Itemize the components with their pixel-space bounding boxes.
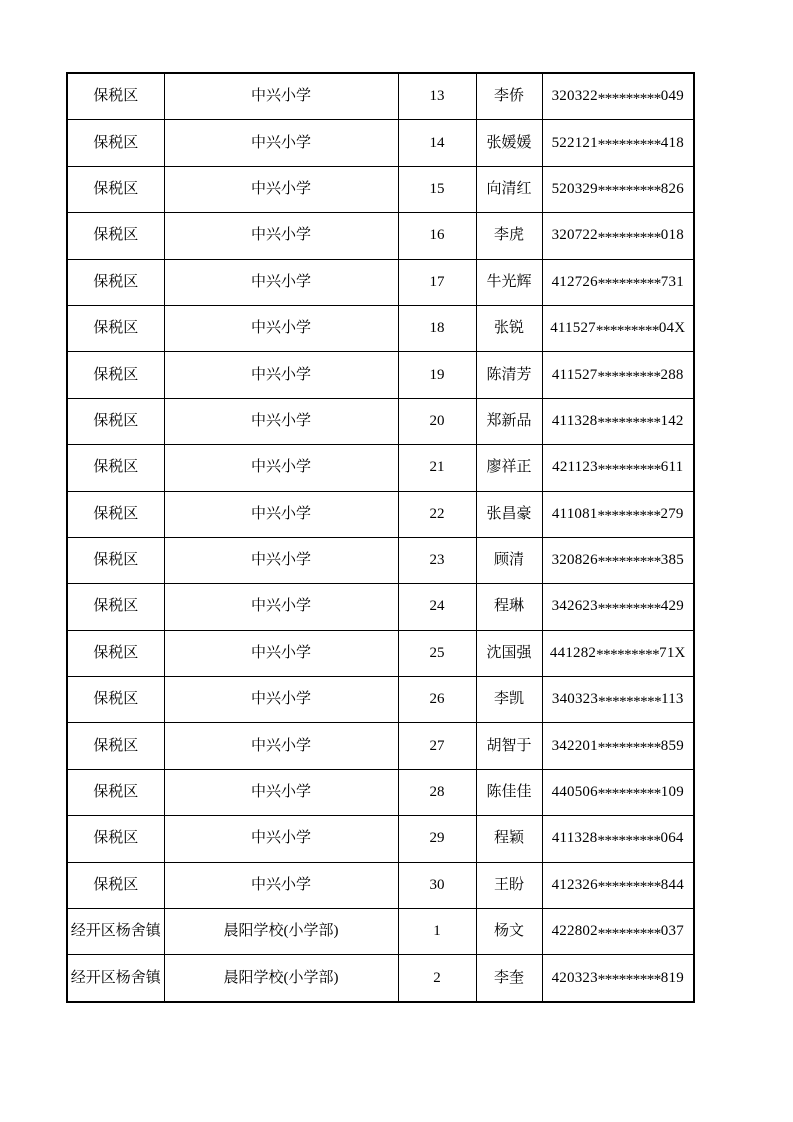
district-cell: 保税区	[67, 352, 164, 398]
district-cell: 保税区	[67, 677, 164, 723]
id-cell: 412326*********844	[542, 862, 694, 908]
school-cell: 中兴小学	[164, 73, 398, 120]
name-cell: 陈清芳	[476, 352, 542, 398]
number-cell: 27	[398, 723, 476, 769]
district-cell: 保税区	[67, 166, 164, 212]
district-cell: 保税区	[67, 213, 164, 259]
id-cell: 440506*********109	[542, 769, 694, 815]
name-cell: 张媛媛	[476, 120, 542, 166]
masked-digits: *********	[597, 183, 661, 200]
id-cell: 441282*********71X	[542, 630, 694, 676]
school-cell: 中兴小学	[164, 723, 398, 769]
school-cell: 中兴小学	[164, 305, 398, 351]
table-row	[67, 120, 694, 166]
district-cell: 保税区	[67, 816, 164, 862]
district-cell: 保税区	[67, 120, 164, 166]
masked-digits: *********	[597, 368, 661, 385]
masked-digits: *********	[596, 647, 660, 664]
school-cell: 中兴小学	[164, 584, 398, 630]
district-cell: 保税区	[67, 73, 164, 120]
id-cell: 520329*********826	[542, 166, 694, 212]
number-cell: 19	[398, 352, 476, 398]
id-cell: 420323*********819	[542, 955, 694, 1002]
name-cell: 程颖	[476, 816, 542, 862]
id-cell: 411328*********142	[542, 398, 694, 444]
number-cell: 2	[398, 955, 476, 1002]
school-cell: 中兴小学	[164, 259, 398, 305]
name-cell: 郑新品	[476, 398, 542, 444]
id-cell: 522121*********418	[542, 120, 694, 166]
district-cell: 保税区	[67, 537, 164, 583]
masked-digits: *********	[597, 879, 661, 896]
table-row	[67, 769, 694, 815]
school-cell: 中兴小学	[164, 769, 398, 815]
district-cell: 保税区	[67, 630, 164, 676]
id-cell: 421123*********611	[542, 445, 694, 491]
roster-table	[66, 72, 695, 1003]
name-cell: 胡智于	[476, 723, 542, 769]
district-cell: 保税区	[67, 491, 164, 537]
table-row	[67, 166, 694, 212]
number-cell: 17	[398, 259, 476, 305]
name-cell: 沈国强	[476, 630, 542, 676]
id-cell: 411328*********064	[542, 816, 694, 862]
table-row	[67, 259, 694, 305]
school-cell: 中兴小学	[164, 630, 398, 676]
number-cell: 29	[398, 816, 476, 862]
table-row	[67, 909, 694, 955]
roster-table-body	[67, 73, 694, 1002]
district-cell: 经开区杨舍镇	[67, 955, 164, 1002]
id-cell: 411527*********288	[542, 352, 694, 398]
name-cell: 顾清	[476, 537, 542, 583]
table-row	[67, 862, 694, 908]
number-cell: 18	[398, 305, 476, 351]
masked-digits: *********	[597, 90, 661, 107]
masked-digits: *********	[597, 925, 661, 942]
district-cell: 保税区	[67, 259, 164, 305]
id-cell: 320722*********018	[542, 213, 694, 259]
name-cell: 向清红	[476, 166, 542, 212]
masked-digits: *********	[597, 554, 661, 571]
table-row	[67, 630, 694, 676]
school-cell: 中兴小学	[164, 213, 398, 259]
number-cell: 20	[398, 398, 476, 444]
number-cell: 21	[398, 445, 476, 491]
table-row	[67, 398, 694, 444]
school-cell: 中兴小学	[164, 445, 398, 491]
table-row	[67, 491, 694, 537]
masked-digits: *********	[597, 415, 661, 432]
id-cell: 320826*********385	[542, 537, 694, 583]
district-cell: 经开区杨舍镇	[67, 909, 164, 955]
name-cell: 张昌豪	[476, 491, 542, 537]
table-row	[67, 352, 694, 398]
school-cell: 晨阳学校(小学部)	[164, 955, 398, 1002]
id-cell: 342623*********429	[542, 584, 694, 630]
table-row	[67, 213, 694, 259]
name-cell: 李侨	[476, 73, 542, 120]
district-cell: 保税区	[67, 584, 164, 630]
table-row	[67, 73, 694, 120]
number-cell: 13	[398, 73, 476, 120]
masked-digits: *********	[598, 693, 662, 710]
district-cell: 保税区	[67, 862, 164, 908]
school-cell: 中兴小学	[164, 537, 398, 583]
school-cell: 中兴小学	[164, 352, 398, 398]
number-cell: 24	[398, 584, 476, 630]
id-cell: 411081*********279	[542, 491, 694, 537]
name-cell: 李凯	[476, 677, 542, 723]
number-cell: 26	[398, 677, 476, 723]
name-cell: 李虎	[476, 213, 542, 259]
masked-digits: *********	[597, 972, 661, 988]
number-cell: 25	[398, 630, 476, 676]
school-cell: 晨阳学校(小学部)	[164, 909, 398, 955]
district-cell: 保税区	[67, 723, 164, 769]
number-cell: 22	[398, 491, 476, 537]
name-cell: 陈佳佳	[476, 769, 542, 815]
school-cell: 中兴小学	[164, 862, 398, 908]
name-cell: 李奎	[476, 955, 542, 1002]
table-row	[67, 305, 694, 351]
masked-digits: *********	[597, 832, 661, 849]
masked-digits: *********	[597, 229, 661, 246]
id-cell: 340323*********113	[542, 677, 694, 723]
masked-digits: *********	[597, 786, 661, 803]
table-row	[67, 584, 694, 630]
name-cell: 杨文	[476, 909, 542, 955]
school-cell: 中兴小学	[164, 398, 398, 444]
number-cell: 28	[398, 769, 476, 815]
name-cell: 王盼	[476, 862, 542, 908]
school-cell: 中兴小学	[164, 677, 398, 723]
id-cell: 411527*********04X	[542, 305, 694, 351]
name-cell: 张锐	[476, 305, 542, 351]
id-cell: 320322*********049	[542, 73, 694, 120]
school-cell: 中兴小学	[164, 120, 398, 166]
masked-digits: *********	[597, 461, 661, 478]
masked-digits: *********	[597, 136, 661, 153]
district-cell: 保税区	[67, 398, 164, 444]
school-cell: 中兴小学	[164, 166, 398, 212]
table-row	[67, 677, 694, 723]
table-row	[67, 955, 694, 1002]
masked-digits: *********	[597, 600, 661, 617]
table-row	[67, 816, 694, 862]
district-cell: 保税区	[67, 305, 164, 351]
number-cell: 16	[398, 213, 476, 259]
school-cell: 中兴小学	[164, 491, 398, 537]
district-cell: 保税区	[67, 769, 164, 815]
id-cell: 412726*********731	[542, 259, 694, 305]
masked-digits: *********	[597, 740, 661, 757]
number-cell: 1	[398, 909, 476, 955]
number-cell: 14	[398, 120, 476, 166]
number-cell: 30	[398, 862, 476, 908]
name-cell: 牛光辉	[476, 259, 542, 305]
masked-digits: *********	[595, 322, 659, 339]
name-cell: 程琳	[476, 584, 542, 630]
number-cell: 23	[398, 537, 476, 583]
name-cell: 廖祥正	[476, 445, 542, 491]
id-cell: 342201*********859	[542, 723, 694, 769]
table-row	[67, 445, 694, 491]
table-row	[67, 723, 694, 769]
school-cell: 中兴小学	[164, 816, 398, 862]
masked-digits: *********	[597, 508, 661, 525]
district-cell: 保税区	[67, 445, 164, 491]
masked-digits: *********	[597, 276, 661, 293]
table-row	[67, 537, 694, 583]
id-cell: 422802*********037	[542, 909, 694, 955]
number-cell: 15	[398, 166, 476, 212]
